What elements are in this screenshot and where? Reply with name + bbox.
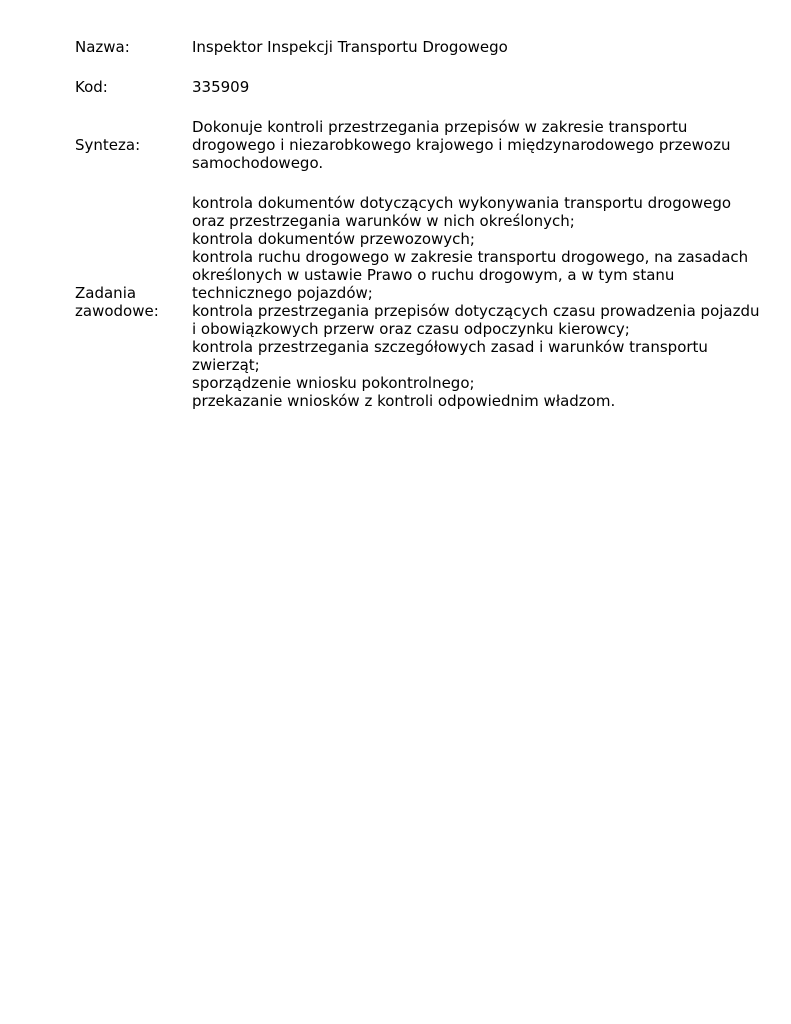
field-code <box>75 78 765 96</box>
field-synthesis-value: Dokonuje kontroli przestrzegania przepisów w zakresie transportu drogowego i niezarobkowego krajowego i międzynarodowego przewozu samochodowego. <box>192 118 731 172</box>
task-item: przekazanie wniosków z kontroli odpowiednim władzom. <box>192 392 616 410</box>
task-item: kontrola dokumentów przewozowych; <box>192 230 475 248</box>
field-synthesis-label: Synteza: <box>75 136 141 154</box>
field-tasks-label: Zadania zawodowe: <box>75 284 159 320</box>
field-name-label: Nazwa: <box>75 38 130 56</box>
field-tasks <box>75 194 765 410</box>
field-name-value: Inspektor Inspekcji Transportu Drogowego <box>192 38 508 56</box>
field-synthesis <box>75 118 765 172</box>
task-item: sporządzenie wniosku pokontrolnego; <box>192 374 475 392</box>
field-code-value: 335909 <box>192 78 250 96</box>
field-code-label: Kod: <box>75 78 108 96</box>
field-name <box>75 38 765 56</box>
task-item: kontrola przestrzegania szczegółowych zasad i warunków transportu zwierząt; <box>192 338 708 374</box>
task-item: kontrola przestrzegania przepisów dotyczących czasu prowadzenia pojazdu i obowiązkowych przerw oraz czasu odpoczynku kierowcy; <box>192 302 760 338</box>
tasks-list <box>192 194 765 410</box>
task-item: kontrola dokumentów dotyczących wykonywania transportu drogowego oraz przestrzegania warunków w nich określonych; <box>192 194 732 230</box>
task-item: kontrola ruchu drogowego w zakresie transportu drogowego, na zasadach określonych w ustawie Prawo o ruchu drogowym, a w tym stanu technicznego pojazdów; <box>192 248 749 302</box>
